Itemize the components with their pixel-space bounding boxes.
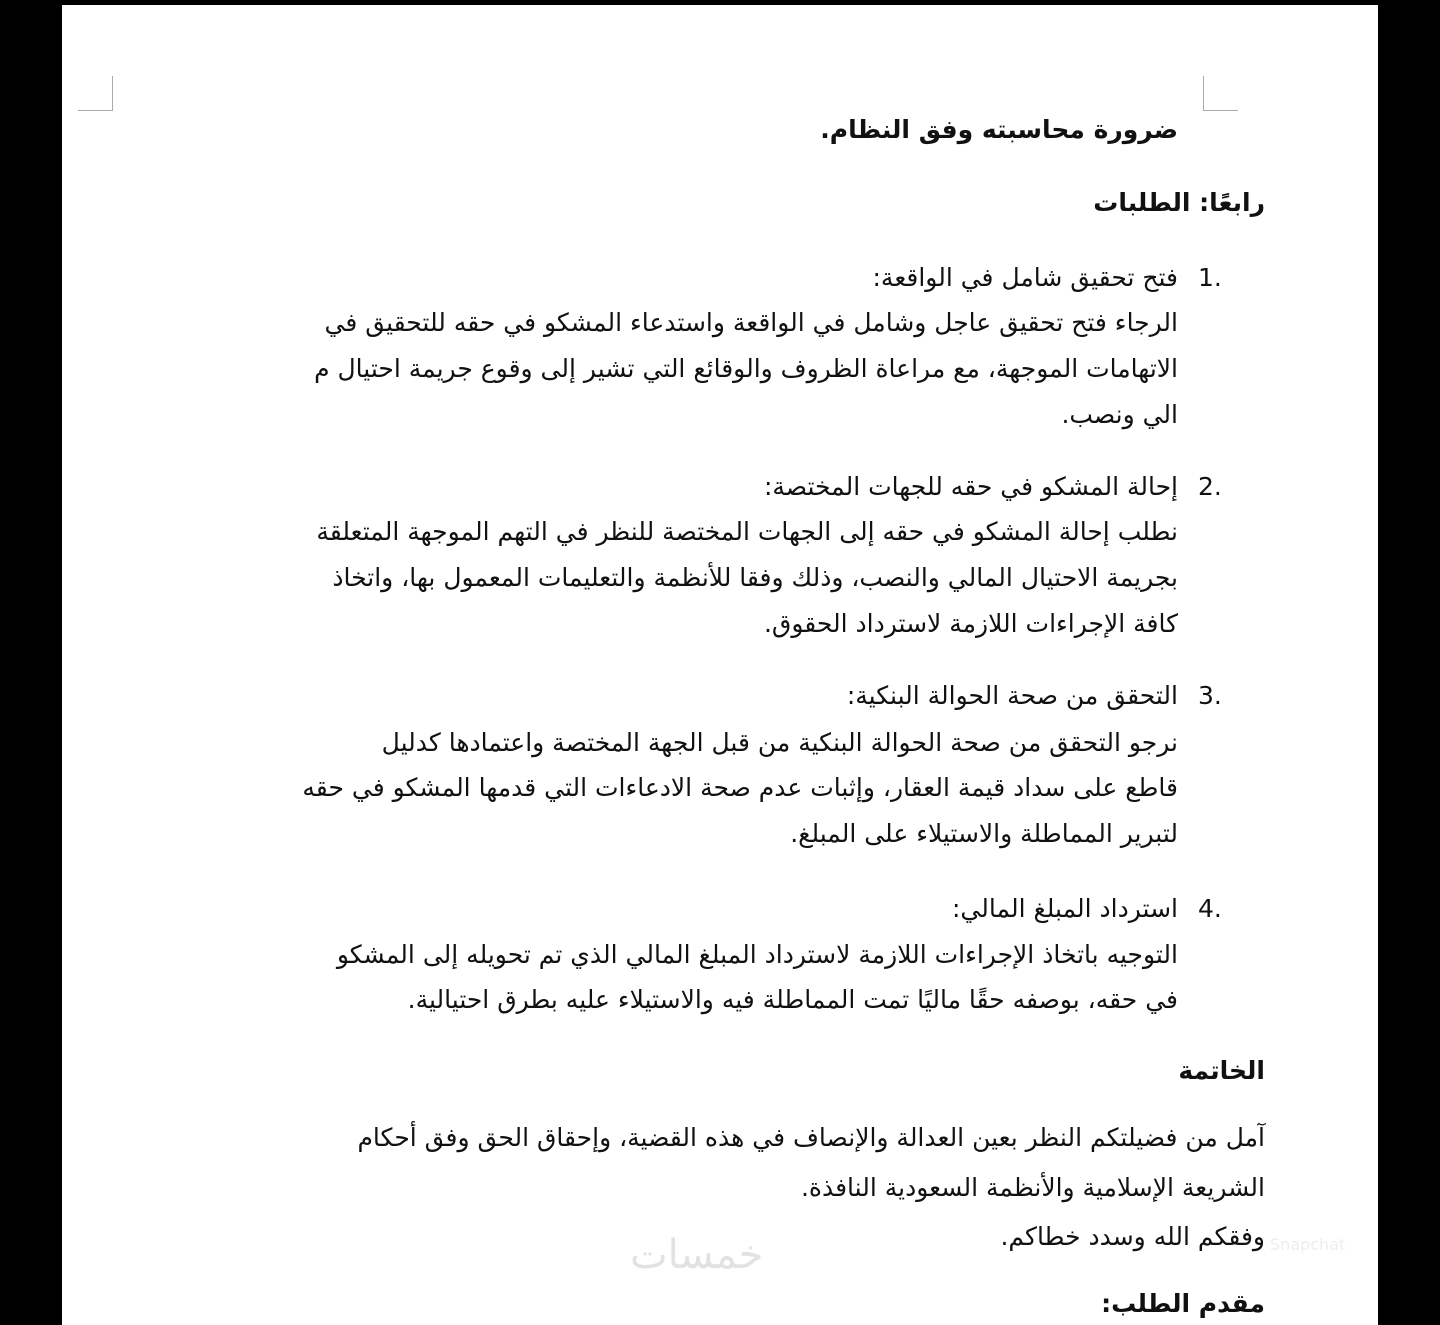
margin-corner-mark <box>1203 76 1238 111</box>
conclusion-line: الشريعة الإسلامية والأنظمة السعودية النافذة. <box>800 1173 1265 1202</box>
conclusion-line: آمل من فضيلتكم النظر بعين العدالة والإنصاف في هذه القضية، وإحقاق الحق وفق أحكام <box>357 1123 1265 1152</box>
signature-label: مقدم الطلب: <box>1101 1289 1265 1318</box>
request-line: الاتهامات الموجهة، مع مراعاة الظروف والوقائع التي تشير إلى وقوع جريمة احتيال م <box>314 354 1178 383</box>
intro-line: ضرورة محاسبته وفق النظام. <box>820 115 1178 144</box>
request-line: بجريمة الاحتيال المالي والنصب، وذلك وفقا للأنظمة والتعليمات المعمول بها، واتخاذ <box>332 563 1178 592</box>
watermark-secondary: Snapchat <box>1270 1235 1346 1254</box>
request-line: الي ونصب. <box>1061 400 1178 429</box>
conclusion-line: وفقكم الله وسدد خطاكم. <box>1000 1222 1265 1251</box>
conclusion-heading: الخاتمة <box>1178 1056 1265 1085</box>
request-number: 3. <box>1198 681 1222 710</box>
request-line: نرجو التحقق من صحة الحوالة البنكية من قبل الجهة المختصة واعتمادها كدليل <box>381 728 1178 757</box>
request-line: الرجاء فتح تحقيق عاجل وشامل في الواقعة واستدعاء المشكو في حقه للتحقيق في <box>324 308 1178 337</box>
request-number: 2. <box>1198 472 1222 501</box>
margin-corner-mark <box>78 76 113 111</box>
request-number: 4. <box>1198 894 1222 923</box>
request-line: كافة الإجراءات اللازمة لاسترداد الحقوق. <box>763 609 1178 638</box>
request-title: فتح تحقيق شامل في الواقعة: <box>872 263 1178 292</box>
request-number: 1. <box>1198 263 1222 292</box>
request-title: استرداد المبلغ المالي: <box>952 894 1178 923</box>
request-line: التوجيه باتخاذ الإجراءات اللازمة لاسترداد المبلغ المالي الذي تم تحويله إلى المشكو <box>336 940 1178 969</box>
section-heading: رابعًا: الطلبات <box>1093 188 1265 217</box>
request-line: نطلب إحالة المشكو في حقه إلى الجهات المختصة للنظر في التهم الموجهة المتعلقة <box>316 517 1178 546</box>
request-title: التحقق من صحة الحوالة البنكية: <box>846 681 1178 710</box>
watermark: خمسات <box>630 1232 764 1278</box>
request-title: إحالة المشكو في حقه للجهات المختصة: <box>763 472 1178 501</box>
request-line: في حقه، بوصفه حقًا ماليًا تمت المماطلة فيه والاستيلاء عليه بطرق احتيالية. <box>407 985 1178 1014</box>
request-line: قاطع على سداد قيمة العقار، وإثبات عدم صحة الادعاءات التي قدمها المشكو في حقه <box>302 773 1178 802</box>
request-line: لتبرير المماطلة والاستيلاء على المبلغ. <box>790 819 1178 848</box>
